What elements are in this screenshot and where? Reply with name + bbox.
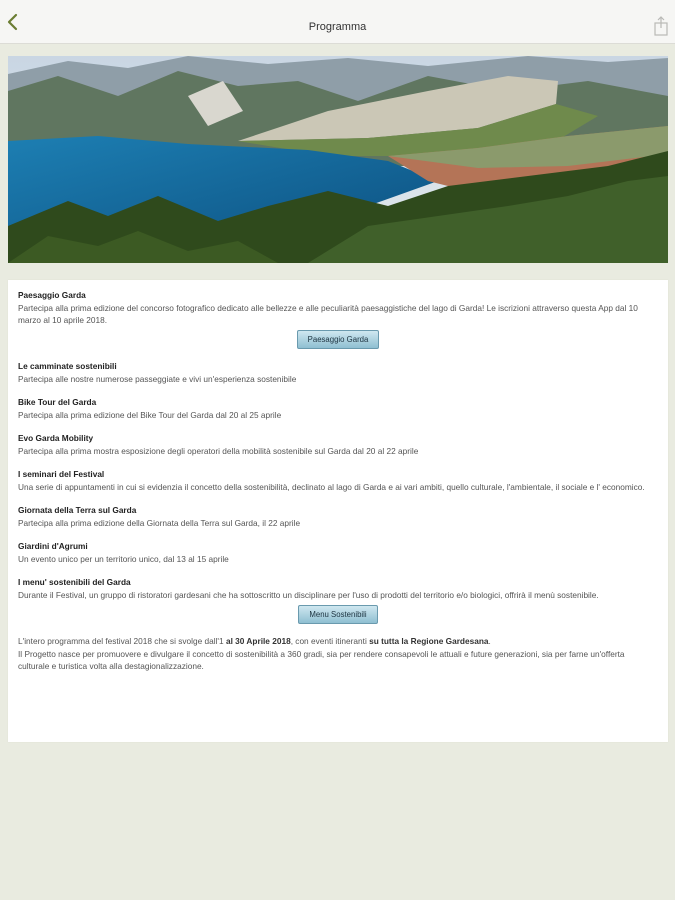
section-title: Evo Garda Mobility [18,433,94,443]
section-camminate [18,360,658,385]
summary-date: al 30 Aprile 2018 [225,636,291,646]
section-text: Partecipa alla prima edizione della Giornata della Terra sul Garda, il 22 aprile [18,518,301,528]
menu-sostenibili-button[interactable]: Menu Sostenibili [298,605,377,624]
section-text: Partecipa alle nostre numerose passeggiate e vivi un'esperienza sostenibile [18,374,297,384]
summary-text: . [488,636,491,646]
section-seminari [18,468,658,493]
summary-text: , con eventi itineranti [290,636,367,646]
festival-summary [18,635,658,648]
share-icon[interactable] [653,16,669,36]
section-title: Bike Tour del Garda [18,397,97,407]
section-text: Partecipa alla prima mostra esposizione degli operatori della mobilità sostenibile sul Garda dal 20 al 22 aprile [18,446,419,456]
section-text: Durante il Festival, un gruppo di ristoratori gardesani che ha sottoscritto un disciplinare per l'uso di prodotti del territorio e/o biologici, offrirà il menù sostenibile. [18,590,599,600]
section-paesaggio-garda [18,289,658,349]
section-title: Paesaggio Garda [18,290,86,300]
paesaggio-garda-button[interactable]: Paesaggio Garda [297,330,380,349]
section-title: Giardini d'Agrumi [18,541,88,551]
page-title: Programma [308,21,367,33]
section-text: Un evento unico per un territorio unico, dal 13 al 15 aprile [18,554,229,564]
summary-text: L'intero programma del festival 2018 che si svolge dall'1 [18,636,224,646]
section-text: Partecipa alla prima edizione del Bike Tour del Garda dal 20 al 25 aprile [18,410,282,420]
summary-region: su tutta la Regione Gardesana [369,636,489,646]
section-text: Partecipa alla prima edizione del concorso fotografico dedicato alle bellezze e alle peculiarità paesaggistiche del lago di Garda! Le iscrizioni attraverso questa App dal 10 marzo al 10 aprile 2018. [18,303,638,325]
section-title: Giornata della Terra sul Garda [18,505,137,515]
section-title: Le camminate sostenibili [18,361,117,371]
section-evo-garda-mobility [18,432,658,457]
navigation-bar [0,0,675,44]
section-title: I menu' sostenibili del Garda [18,577,131,587]
section-menu-sostenibili [18,576,658,624]
section-giardini-agrumi [18,540,658,565]
program-card [8,280,668,742]
section-text: Una serie di appuntamenti in cui si evidenzia il concetto della sostenibilità, declinato al lago di Garda e ai vari ambiti, quello culturale, l'ambientale, il sociale e l' economico. [18,482,645,492]
lake-landscape-photo [8,56,668,263]
project-description: Il Progetto nasce per promuovere e divulgare il concetto di sostenibilità a 360 gradi, sia per rendere consapevoli le attuali e future generazioni, sia per farne un'offerta culturale e turistica volta alla destagionalizzazione. [18,648,625,671]
section-bike-tour [18,396,658,421]
section-giornata-terra [18,504,658,529]
section-title: I seminari del Festival [18,469,105,479]
